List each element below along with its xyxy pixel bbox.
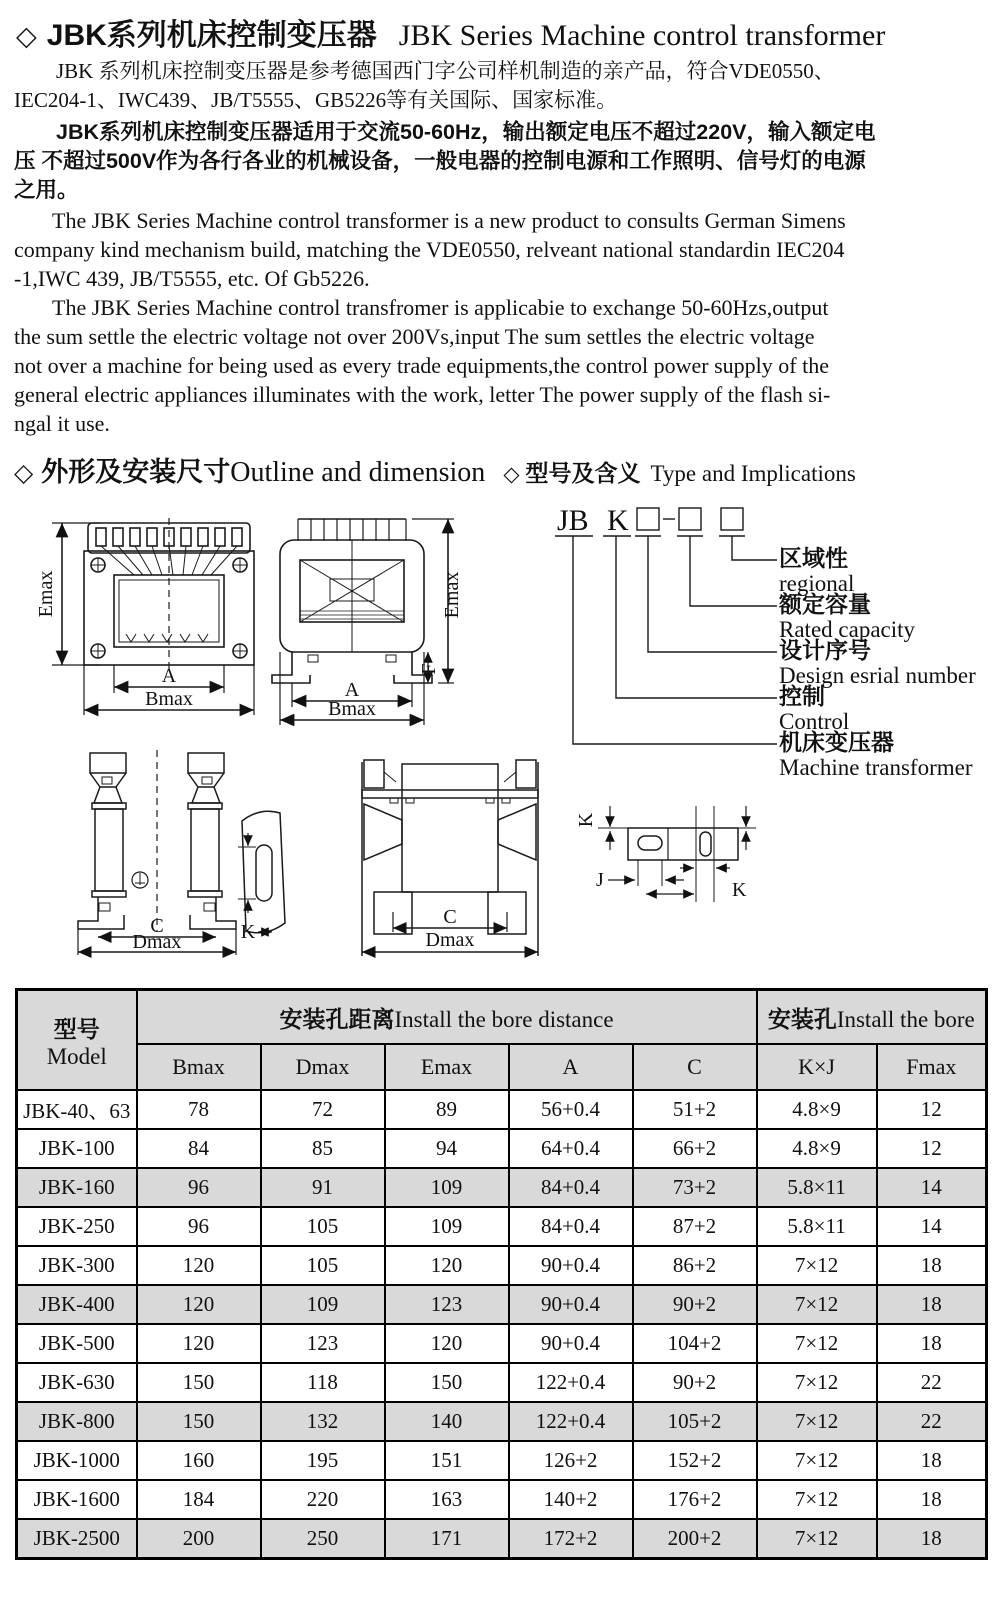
diamond-icon: ◇ bbox=[14, 460, 34, 487]
header-model bbox=[17, 990, 137, 1091]
text-line: JBK 系列机床控制变压器是参考德国西门字公司样机制造的亲产品，符合VDE0550、 bbox=[56, 59, 835, 83]
spec-cell: 140+2 bbox=[509, 1480, 633, 1519]
spec-cell: 7×12 bbox=[757, 1402, 877, 1441]
model-cell: JBK-250 bbox=[17, 1207, 137, 1246]
type-label-en: Design esrial number bbox=[779, 663, 976, 688]
intro-paragraph-3 bbox=[14, 206, 992, 293]
spec-cell: 87+2 bbox=[633, 1207, 757, 1246]
spec-cell: 120 bbox=[385, 1324, 509, 1363]
table-row bbox=[17, 1090, 987, 1129]
spec-cell: 172+2 bbox=[509, 1519, 633, 1559]
group2-zh: 安装孔 bbox=[767, 1005, 837, 1032]
spec-cell: 96 bbox=[137, 1207, 261, 1246]
group2-en: Install the bore bbox=[836, 1006, 975, 1032]
type-code-label bbox=[779, 684, 849, 734]
foot-top-view-diagram bbox=[575, 798, 780, 913]
spec-cell: 18 bbox=[877, 1285, 987, 1324]
spec-cell: 96 bbox=[137, 1168, 261, 1207]
intro-paragraph-2 bbox=[14, 118, 992, 205]
spec-cell: 94 bbox=[385, 1129, 509, 1168]
spec-cell: 120 bbox=[385, 1246, 509, 1285]
spec-cell: 104+2 bbox=[633, 1324, 757, 1363]
header-group-bore-distance bbox=[137, 990, 757, 1045]
spec-cell: 7×12 bbox=[757, 1480, 877, 1519]
col-header-fmax: Fmax bbox=[877, 1044, 987, 1090]
spec-cell: 66+2 bbox=[633, 1129, 757, 1168]
table-row bbox=[17, 1285, 987, 1324]
model-cell: JBK-300 bbox=[17, 1246, 137, 1285]
type-code-jb: JB bbox=[557, 504, 589, 537]
type-code-diagram bbox=[545, 498, 785, 798]
group1-en: Install the bore distance bbox=[394, 1006, 614, 1032]
text-line: The JBK Series Machine control transfromer is applicabie to exchange 50-60Hzs,output bbox=[52, 295, 829, 320]
type-code-k: K bbox=[607, 504, 629, 537]
outline-heading-en: Outline and dimension bbox=[230, 457, 486, 488]
spec-cell: 150 bbox=[137, 1402, 261, 1441]
col-header-dmax: Dmax bbox=[261, 1044, 385, 1090]
model-cell: JBK-100 bbox=[17, 1129, 137, 1168]
type-heading-en: Type and Implications bbox=[650, 461, 856, 486]
spec-cell: 4.8×9 bbox=[757, 1090, 877, 1129]
diamond-icon: ◇ bbox=[16, 21, 37, 51]
doc-title bbox=[16, 10, 885, 54]
type-label-en: regional bbox=[779, 571, 855, 596]
spec-cell: 5.8×11 bbox=[757, 1207, 877, 1246]
col-header-bmax: Bmax bbox=[137, 1044, 261, 1090]
text-line: JBK系列机床控制变压器适用于交流50-60Hz，输出额定电压不超过220V，输入额定电 bbox=[56, 120, 876, 144]
dim-label-dmax: Dmax bbox=[132, 931, 182, 953]
spec-cell: 14 bbox=[877, 1207, 987, 1246]
slot-detail-diagram bbox=[222, 805, 300, 947]
doc-title-zh: JBK系列机床控制变压器 bbox=[46, 19, 377, 52]
table-row bbox=[17, 1324, 987, 1363]
spec-cell: 18 bbox=[877, 1324, 987, 1363]
type-label-zh: 控制 bbox=[779, 683, 825, 709]
group1-zh: 安装孔距离 bbox=[279, 1005, 395, 1032]
type-label-en: Machine transformer bbox=[779, 755, 973, 780]
table-row bbox=[17, 1168, 987, 1207]
spec-cell: 132 bbox=[261, 1402, 385, 1441]
text-line: the sum settle the electric voltage not over 200Vs,input The sum settles the electric voltage bbox=[14, 324, 815, 349]
spec-cell: 86+2 bbox=[633, 1246, 757, 1285]
spec-cell: 171 bbox=[385, 1519, 509, 1559]
spec-cell: 90+2 bbox=[633, 1363, 757, 1402]
text-line: -1,IWC 439, JB/T5555, etc. Of Gb5226. bbox=[14, 266, 370, 291]
spec-cell: 184 bbox=[137, 1480, 261, 1519]
table-row bbox=[17, 1246, 987, 1285]
spec-cell: 123 bbox=[385, 1285, 509, 1324]
side-view-diagram bbox=[252, 515, 462, 727]
spec-cell: 120 bbox=[137, 1246, 261, 1285]
type-label-en: Control bbox=[779, 709, 850, 734]
spec-cell: 160 bbox=[137, 1441, 261, 1480]
spec-cell: 5.8×11 bbox=[757, 1168, 877, 1207]
text-line: company kind mechanism build, matching the VDE0550, relveant national standardin IEC204 bbox=[14, 237, 845, 262]
intro-paragraph-4 bbox=[14, 293, 992, 438]
spec-cell: 85 bbox=[261, 1129, 385, 1168]
model-cell: JBK-1600 bbox=[17, 1480, 137, 1519]
text-line: ngal it use. bbox=[14, 411, 110, 436]
model-cell: JBK-800 bbox=[17, 1402, 137, 1441]
spec-cell: 7×12 bbox=[757, 1285, 877, 1324]
spec-cell: 7×12 bbox=[757, 1246, 877, 1285]
header-model-en: Model bbox=[46, 1043, 107, 1069]
model-cell: JBK-2500 bbox=[17, 1519, 137, 1559]
spec-table-body bbox=[17, 1090, 987, 1559]
spec-cell: 105 bbox=[261, 1246, 385, 1285]
model-cell: JBK-40、63 bbox=[17, 1090, 137, 1129]
assembled-side-view-diagram bbox=[350, 742, 550, 964]
type-code-label bbox=[779, 592, 915, 642]
spec-cell: 140 bbox=[385, 1402, 509, 1441]
dim-label-a: A bbox=[344, 679, 360, 701]
spec-cell: 89 bbox=[385, 1090, 509, 1129]
spec-cell: 152+2 bbox=[633, 1441, 757, 1480]
dim-label-emax: Emax bbox=[35, 570, 57, 618]
model-cell: JBK-1000 bbox=[17, 1441, 137, 1480]
dim-label-k: K bbox=[575, 812, 597, 828]
model-cell: JBK-500 bbox=[17, 1324, 137, 1363]
spec-cell: 90+0.4 bbox=[509, 1246, 633, 1285]
spec-cell: 120 bbox=[137, 1285, 261, 1324]
spec-cell: 90+2 bbox=[633, 1285, 757, 1324]
spec-cell: 78 bbox=[137, 1090, 261, 1129]
dim-label-a: A bbox=[161, 665, 177, 687]
spec-cell: 84 bbox=[137, 1129, 261, 1168]
dim-label-dmax: Dmax bbox=[425, 929, 475, 951]
table-row bbox=[17, 1402, 987, 1441]
col-header-c: C bbox=[633, 1044, 757, 1090]
doc-title-en: JBK Series Machine control transformer bbox=[398, 19, 886, 52]
dim-label-bmax: Bmax bbox=[328, 698, 376, 720]
spec-cell: 22 bbox=[877, 1363, 987, 1402]
spec-cell: 105 bbox=[261, 1207, 385, 1246]
spec-cell: 72 bbox=[261, 1090, 385, 1129]
spec-cell: 250 bbox=[261, 1519, 385, 1559]
spec-cell: 84+0.4 bbox=[509, 1168, 633, 1207]
spec-cell: 151 bbox=[385, 1441, 509, 1480]
spec-cell: 14 bbox=[877, 1168, 987, 1207]
type-label-zh: 设计序号 bbox=[779, 637, 871, 663]
col-header-kxj: K×J bbox=[757, 1044, 877, 1090]
outline-heading-zh: 外形及安装尺寸 bbox=[41, 457, 231, 487]
spec-cell: 56+0.4 bbox=[509, 1090, 633, 1129]
spec-cell: 150 bbox=[385, 1363, 509, 1402]
header-model-zh: 型号 bbox=[53, 1015, 100, 1042]
text-line: not over a machine for being used as every trade equipments,the control power supply of the bbox=[14, 353, 829, 378]
table-row bbox=[17, 1480, 987, 1519]
spec-cell: 120 bbox=[137, 1324, 261, 1363]
dim-label-f: F bbox=[418, 663, 440, 675]
text-line: 压 不超过500V作为各行各业的机械设备，一般电器的控制电源和工作照明、信号灯的电源 bbox=[14, 149, 866, 173]
spec-cell: 12 bbox=[877, 1129, 987, 1168]
type-heading-zh: 型号及含义 bbox=[525, 460, 641, 486]
dim-label-c: C bbox=[443, 906, 457, 928]
table-row bbox=[17, 1207, 987, 1246]
dim-label-k: K bbox=[240, 921, 256, 943]
type-code-box bbox=[637, 508, 659, 530]
col-header-a: A bbox=[509, 1044, 633, 1090]
spec-cell: 73+2 bbox=[633, 1168, 757, 1207]
intro-paragraph-1 bbox=[14, 57, 992, 115]
spec-cell: 7×12 bbox=[757, 1519, 877, 1559]
spec-cell: 90+0.4 bbox=[509, 1285, 633, 1324]
type-code-label bbox=[779, 638, 976, 688]
spec-cell: 118 bbox=[261, 1363, 385, 1402]
table-row bbox=[17, 1519, 987, 1559]
front-view-diagram bbox=[35, 515, 272, 727]
spec-cell: 109 bbox=[385, 1207, 509, 1246]
spec-cell: 7×12 bbox=[757, 1324, 877, 1363]
table-row bbox=[17, 1441, 987, 1480]
section-heading bbox=[14, 450, 856, 489]
text-line: The JBK Series Machine control transformer is a new product to consults German Simens bbox=[52, 208, 846, 233]
text-line: general electric appliances illuminates with the work, letter The power supply of the flash si- bbox=[14, 382, 831, 407]
spec-cell: 150 bbox=[137, 1363, 261, 1402]
spec-cell: 91 bbox=[261, 1168, 385, 1207]
type-code-label bbox=[779, 730, 973, 780]
spec-cell: 18 bbox=[877, 1519, 987, 1559]
dim-label-bmax: Bmax bbox=[145, 688, 193, 710]
spec-cell: 220 bbox=[261, 1480, 385, 1519]
spec-cell: 200+2 bbox=[633, 1519, 757, 1559]
spec-cell: 176+2 bbox=[633, 1480, 757, 1519]
spec-cell: 109 bbox=[385, 1168, 509, 1207]
spec-cell: 22 bbox=[877, 1402, 987, 1441]
spec-table-header bbox=[17, 990, 987, 1091]
spec-cell: 109 bbox=[261, 1285, 385, 1324]
spec-cell: 4.8×9 bbox=[757, 1129, 877, 1168]
type-code-box bbox=[721, 508, 743, 530]
spec-cell: 200 bbox=[137, 1519, 261, 1559]
type-code-label bbox=[779, 546, 854, 596]
spec-cell: 7×12 bbox=[757, 1441, 877, 1480]
spec-cell: 64+0.4 bbox=[509, 1129, 633, 1168]
model-cell: JBK-630 bbox=[17, 1363, 137, 1402]
spec-table bbox=[15, 988, 988, 1560]
spec-cell: 163 bbox=[385, 1480, 509, 1519]
table-row bbox=[17, 1363, 987, 1402]
table-row bbox=[17, 1129, 987, 1168]
spec-cell: 12 bbox=[877, 1090, 987, 1129]
diamond-icon: ◇ bbox=[503, 462, 520, 486]
text-line: 之用。 bbox=[14, 178, 79, 202]
spec-cell: 90+0.4 bbox=[509, 1324, 633, 1363]
spec-cell: 122+0.4 bbox=[509, 1363, 633, 1402]
header-group-bore bbox=[757, 990, 987, 1045]
spec-cell: 18 bbox=[877, 1441, 987, 1480]
spec-cell: 84+0.4 bbox=[509, 1207, 633, 1246]
col-header-emax: Emax bbox=[385, 1044, 509, 1090]
type-label-zh: 额定容量 bbox=[779, 591, 871, 617]
type-label-en: Rated capacity bbox=[779, 617, 916, 642]
spec-cell: 18 bbox=[877, 1246, 987, 1285]
dim-label-k: K bbox=[732, 879, 747, 901]
dim-label-c: C bbox=[150, 915, 164, 937]
spec-cell: 51+2 bbox=[633, 1090, 757, 1129]
spec-cell: 195 bbox=[261, 1441, 385, 1480]
text-line: IEC204-1、IWC439、JB/T5555、GB5226等有关国际、国家标准。 bbox=[14, 88, 618, 112]
dim-label-emax: Emax bbox=[441, 571, 463, 619]
spec-cell: 123 bbox=[261, 1324, 385, 1363]
type-label-zh: 区域性 bbox=[779, 545, 848, 571]
type-code-box bbox=[679, 508, 701, 530]
model-cell: JBK-400 bbox=[17, 1285, 137, 1324]
spec-cell: 7×12 bbox=[757, 1363, 877, 1402]
spec-cell: 18 bbox=[877, 1480, 987, 1519]
type-label-zh: 机床变压器 bbox=[779, 729, 894, 755]
spec-cell: 122+0.4 bbox=[509, 1402, 633, 1441]
dim-label-j: J bbox=[596, 869, 604, 891]
spec-cell: 126+2 bbox=[509, 1441, 633, 1480]
spec-cell: 105+2 bbox=[633, 1402, 757, 1441]
model-cell: JBK-160 bbox=[17, 1168, 137, 1207]
